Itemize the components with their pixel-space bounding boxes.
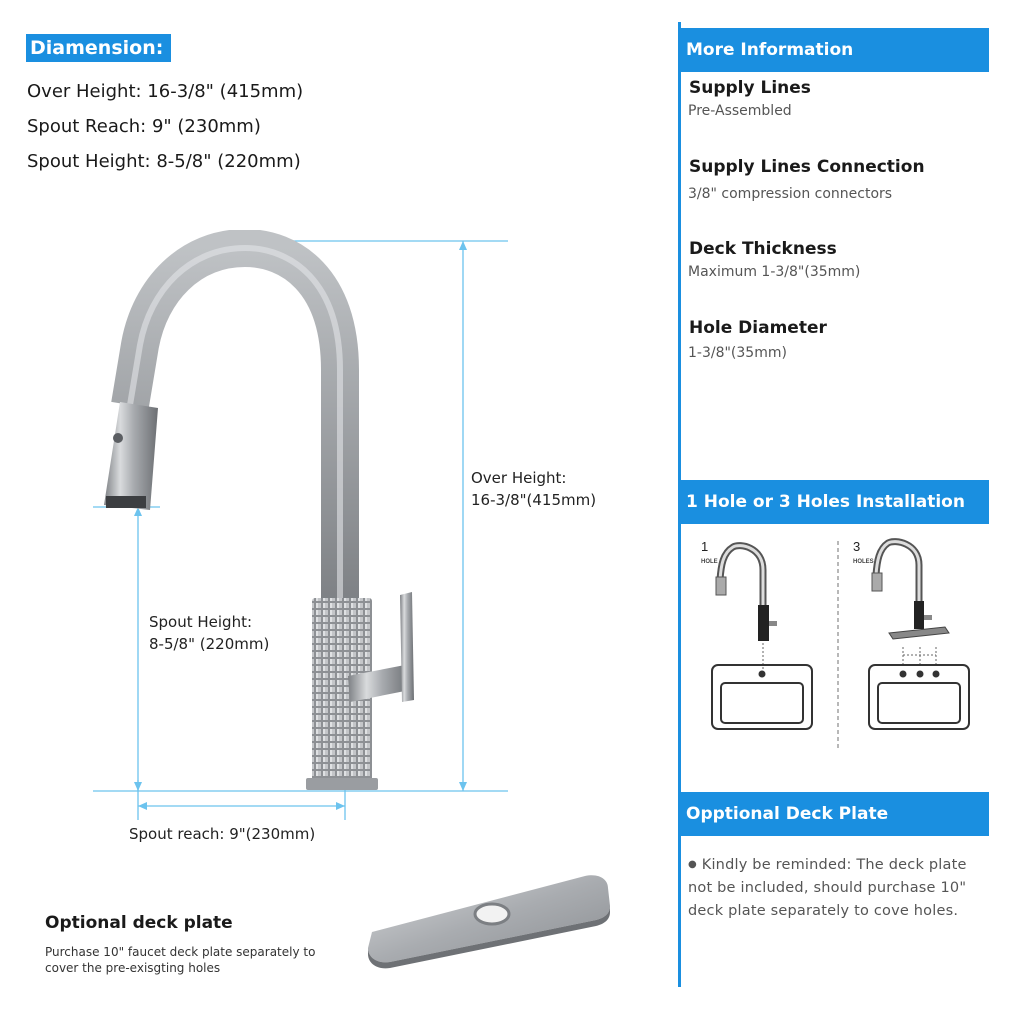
optional-deck-plate-description <box>45 944 335 976</box>
option-2-label: HOLES <box>853 559 874 565</box>
optional-deck-plate-desc-line: Purchase 10" faucet deck plate separately to <box>45 945 316 959</box>
optional-deck-plate-title: Optional deck plate <box>45 913 233 933</box>
over-height-annotation <box>471 467 596 511</box>
over-height-spec: Over Height: 16-3/8" (415mm) <box>27 81 304 102</box>
installation-diagrams <box>695 535 985 765</box>
deck-plate-note <box>688 853 973 923</box>
over-height-value: 16-3/8"(415mm) <box>471 491 597 509</box>
spout-height-spec: Spout Height: 8-5/8" (220mm) <box>27 151 301 172</box>
option-1-label: HOLE <box>701 559 718 565</box>
optional-deck-plate-desc-line: cover the pre-exisgting holes <box>45 961 221 975</box>
supply-lines-title: Supply Lines <box>689 78 811 98</box>
sink-diagrams-svg <box>695 535 985 765</box>
spout-height-label: Spout Height: <box>149 613 253 631</box>
deck-plate-note-line <box>688 853 973 877</box>
deck-thickness-title: Deck Thickness <box>689 239 837 259</box>
more-information-header: More Information <box>678 28 989 72</box>
hole-diameter-value: 1-3/8"(35mm) <box>688 345 787 361</box>
installation-header: 1 Hole or 3 Holes Installation <box>678 480 989 524</box>
spout-height-value: 8-5/8" (220mm) <box>149 635 270 653</box>
deck-plate-note-line: not be included, should purchase 10" <box>688 880 967 896</box>
sink-diagram-1-hole <box>712 546 812 729</box>
bullet-icon: ● <box>688 859 697 870</box>
faucet-illustration <box>80 230 620 870</box>
deck-plate-note-line: deck plate separately to cove holes. <box>688 903 959 919</box>
over-height-label: Over Height: <box>471 469 567 487</box>
option-1-number: 1 <box>701 539 709 554</box>
spout-height-annotation <box>149 611 269 655</box>
option-2-number: 3 <box>853 539 861 554</box>
spout-reach-annotation: Spout reach: 9"(230mm) <box>129 825 316 843</box>
spout-reach-spec: Spout Reach: 9" (230mm) <box>27 116 261 137</box>
supply-lines-connection-value: 3/8" compression connectors <box>688 186 893 202</box>
supply-lines-value: Pre-Assembled <box>688 103 792 119</box>
dimension-title: Diamension: <box>26 34 171 62</box>
sink-diagram-3-holes <box>869 542 969 729</box>
supply-lines-connection-title: Supply Lines Connection <box>689 157 925 177</box>
deck-plate-note-text: Kindly be reminded: The deck plate <box>701 857 967 873</box>
hole-diameter-title: Hole Diameter <box>689 318 827 338</box>
deck-plate-illustration <box>360 870 616 970</box>
deck-thickness-value: Maximum 1-3/8"(35mm) <box>688 264 861 280</box>
deck-plate-header: Opptional Deck Plate <box>678 792 989 836</box>
